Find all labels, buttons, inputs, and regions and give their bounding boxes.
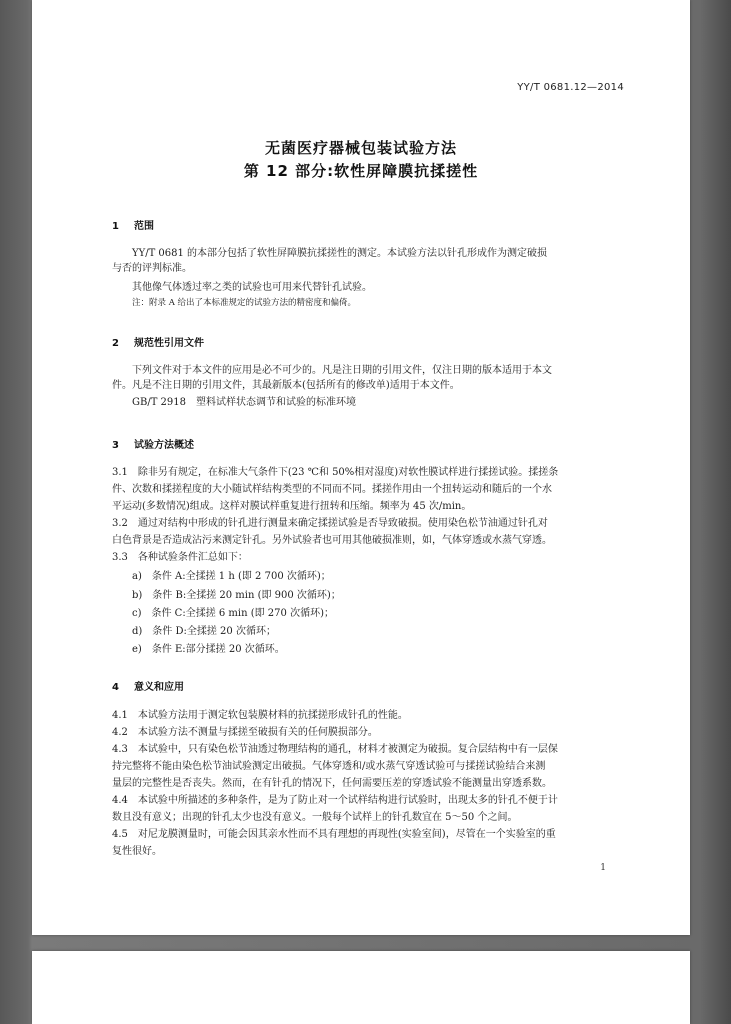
section-4-line: 数且没有意义；出现的针孔太少也没有意义。一般每个试样上的针孔数宜在 5～50 个之间。: [112, 812, 518, 823]
document-title: 无菌医疗器械包装试验方法: [264, 139, 457, 157]
section-4-line: 4.3 本试验中，只有染色松节油透过物理结构的通孔，材料才被测定为破损。复合层结构中有一层保: [112, 744, 558, 755]
section-1-line: 其他像气体透过率之类的试验也可用来代替针孔试验。: [132, 282, 372, 293]
condition-item: a) 条件 A:全揉搓 1 h (即 2 700 次循环)；: [132, 571, 331, 582]
section-2-line: 件。凡是不注日期的引用文件，其最新版本(包括所有的修改单)适用于本文件。: [112, 380, 460, 391]
section-3-line: 3.2 通过对结构中形成的针孔进行测量来确定揉搓试验是否导致破损。使用染色松节油通过针孔对: [112, 518, 548, 529]
next-page: [32, 951, 690, 1024]
section-4-heading: 4 意义和应用: [112, 682, 184, 693]
section-4-line: 4.1 本试验方法用于测定软包装膜材料的抗揉搓形成针孔的性能。: [112, 710, 408, 721]
document-page: [32, 0, 690, 935]
section-2-heading: 2 规范性引用文件: [112, 338, 204, 349]
section-4-line: 4.4 本试验中所描述的多种条件，是为了防止对一个试样结构进行试验时，出现太多的针孔不便于计: [112, 795, 558, 806]
page-number: 1: [600, 863, 606, 873]
section-3-line: 件、次数和揉搓程度的大小随试样结构类型的不同而不同。揉搓作用由一个扭转运动和随后的一个水: [112, 484, 552, 495]
section-1-line: 与否的评判标准。: [112, 263, 192, 274]
section-1-note: 注：附录 A 给出了本标准规定的试验方法的精密度和偏倚。: [132, 298, 357, 308]
section-2-reference: GB/T 2918 塑料试样状态调节和试验的标准环境: [132, 397, 357, 408]
section-4-line: 复性很好。: [112, 846, 162, 857]
section-4-line: 4.2 本试验方法不测量与揉搓至破损有关的任何膜损部分。: [112, 727, 378, 738]
condition-item: e) 条件 E:部分揉搓 20 次循环。: [132, 644, 285, 655]
section-1-line: YY/T 0681 的本部分包括了软性屏障膜抗揉搓性的测定。本试验方法以针孔形成作为测定破损: [132, 248, 548, 259]
section-1-heading: 1 范围: [112, 221, 154, 232]
condition-item: b) 条件 B:全揉搓 20 min (即 900 次循环)；: [132, 590, 341, 601]
standard-id: YY/T 0681.12—2014: [517, 82, 624, 93]
section-3-line: 3.3 各种试验条件汇总如下：: [112, 552, 248, 563]
section-2-line: 下列文件对于本文件的应用是必不可少的。凡是注日期的引用文件，仅注日期的版本适用于本文: [132, 365, 552, 376]
section-4-line: 4.5 对尼龙膜测量时，可能会因其亲水性而不具有理想的再现性(实验室间)，尽管在一个实验室的重: [112, 829, 556, 840]
document-subtitle: 第 12 部分:软性屏障膜抗揉搓性: [243, 162, 479, 180]
condition-item: c) 条件 C:全揉搓 6 min (即 270 次循环)；: [132, 608, 334, 619]
section-3-line: 白色背景是否造成沾污来测定针孔。另外试验者也可用其他破损准则，如，气体穿透或水蒸气穿透。: [112, 535, 552, 546]
section-4-line: 量层的完整性是否丧失。然而，在有针孔的情况下，任何需要压差的穿透试验不能测量出穿透系数。: [112, 778, 552, 789]
section-3-heading: 3 试验方法概述: [112, 440, 194, 451]
section-3-line: 3.1 除非另有规定，在标准大气条件下(23 ℃和 50%相对湿度)对软性膜试样进行揉搓试验。揉搓条: [112, 467, 559, 478]
condition-item: d) 条件 D:全揉搓 20 次循环；: [132, 626, 276, 637]
section-4-line: 持完整将不能由染色松节油试验测定出破损。气体穿透和/或水蒸气穿透试验可与揉搓试验结合来测: [112, 761, 546, 772]
section-3-line: 平运动(多数情况)组成。这样对膜试样重复进行扭转和压缩。频率为 45 次/min。: [112, 501, 472, 512]
